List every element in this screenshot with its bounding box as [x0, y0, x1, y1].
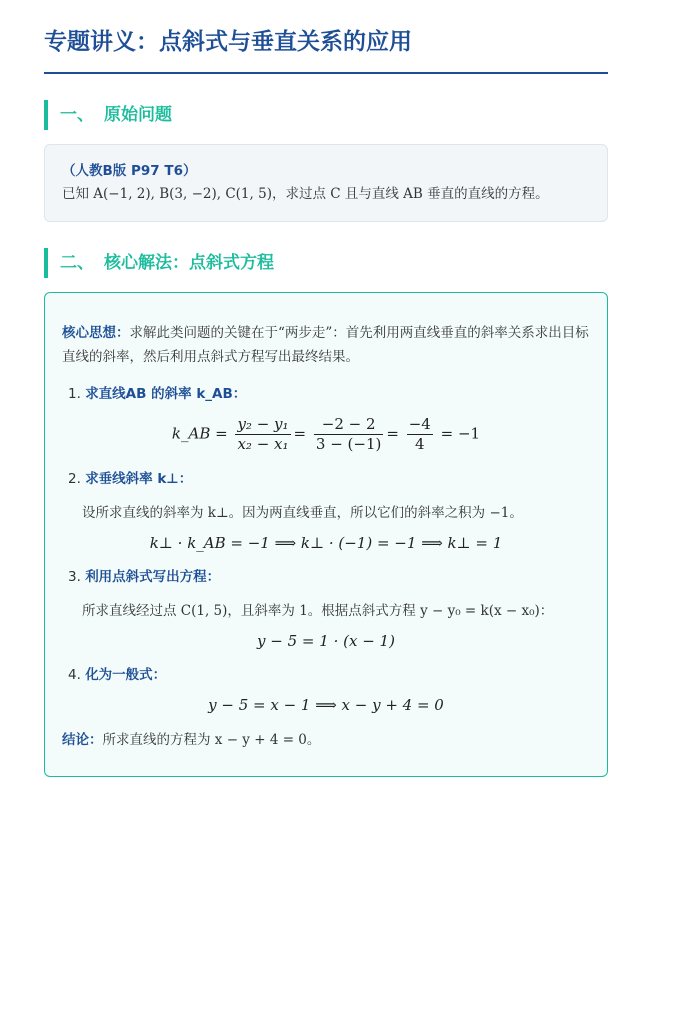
step-3 — [62, 566, 590, 588]
numerator: −2 − 2 — [314, 415, 383, 435]
denominator: x₂ − x₁ — [237, 435, 289, 453]
conclusion-label: 结论： — [62, 732, 103, 748]
problem-source: （人教B版 P97 T6） — [62, 163, 197, 179]
step-number: 4. — [68, 667, 81, 683]
step-heading: 求垂线斜率 k⊥： — [85, 471, 193, 487]
slope-ab-equation: k_AB = $\frac{\text{y₂ − y₁}}{\text{x₂ − x₁}}$ = $\frac{-2 - 2}{3 - (-1)}$ = $\frac{-4}{4}$ = −1 — [171, 415, 481, 453]
fraction-general — [235, 415, 290, 454]
fraction-substituted — [314, 415, 383, 454]
step-2 — [62, 468, 590, 490]
solution-box — [44, 292, 608, 777]
problem-box — [44, 144, 608, 222]
numerator: −4 — [408, 415, 431, 433]
section-number: 一、 — [60, 105, 94, 125]
step-heading: 利用点斜式写出方程： — [85, 569, 221, 585]
core-label: 核心思想： — [62, 325, 130, 341]
section-heading-problem — [44, 100, 608, 130]
perpendicular-slope-equation: k⊥ · k_AB = −1 ⟹ k⊥ · (−1) = −1 ⟹ k⊥ = 1 — [149, 534, 503, 552]
core-idea — [62, 321, 590, 369]
denominator: 3 − (−1) — [315, 435, 382, 453]
step-heading: 化为一般式： — [85, 667, 167, 683]
page-title: 专题讲义：点斜式与垂直关系的应用 — [44, 0, 608, 74]
core-text: 求解此类问题的关键在于“两步走”：首先利用两直线垂直的斜率关系求出目标直线的斜率，然后利用点斜式方程写出最终结果。 — [62, 325, 589, 365]
denominator: 4 — [415, 435, 425, 453]
step-number: 2. — [68, 471, 81, 487]
section-label: 原始问题 — [104, 105, 172, 125]
fraction-simplified — [407, 415, 433, 454]
step-4 — [62, 664, 590, 686]
eq-result: = −1 — [440, 424, 481, 443]
step-number: 3. — [68, 569, 81, 585]
step-1 — [62, 383, 590, 405]
step-2-text: 设所求直线的斜率为 k⊥。因为两直线垂直，所以它们的斜率之积为 −1。 — [82, 505, 523, 521]
lecture-page — [44, 0, 608, 777]
section-number: 二、 — [60, 253, 94, 273]
section-label: 核心解法：点斜式方程 — [104, 253, 274, 273]
point-slope-equation: y − 5 = 1 · (x − 1) — [257, 632, 395, 650]
section-heading-solution — [44, 248, 608, 278]
step-number: 1. — [68, 386, 81, 402]
numerator: y₂ − y₁ — [237, 415, 289, 433]
general-form-equation: y − 5 = x − 1 ⟹ x − y + 4 = 0 — [208, 696, 444, 714]
step-3-text: 所求直线经过点 C(1, 5)，且斜率为 1。根据点斜式方程 y − y₀ = k(x − x₀)： — [82, 603, 554, 619]
step-heading: 求直线AB 的斜率 k_AB： — [85, 386, 247, 402]
eq-lhs: k_AB = — [171, 424, 228, 443]
conclusion — [62, 728, 590, 752]
conclusion-text: 所求直线的方程为 x − y + 4 = 0。 — [102, 732, 321, 748]
problem-text: 已知 A(−1, 2), B(3, −2), C(1, 5)，求过点 C 且与直线 AB 垂直的直线的方程。 — [62, 186, 549, 202]
